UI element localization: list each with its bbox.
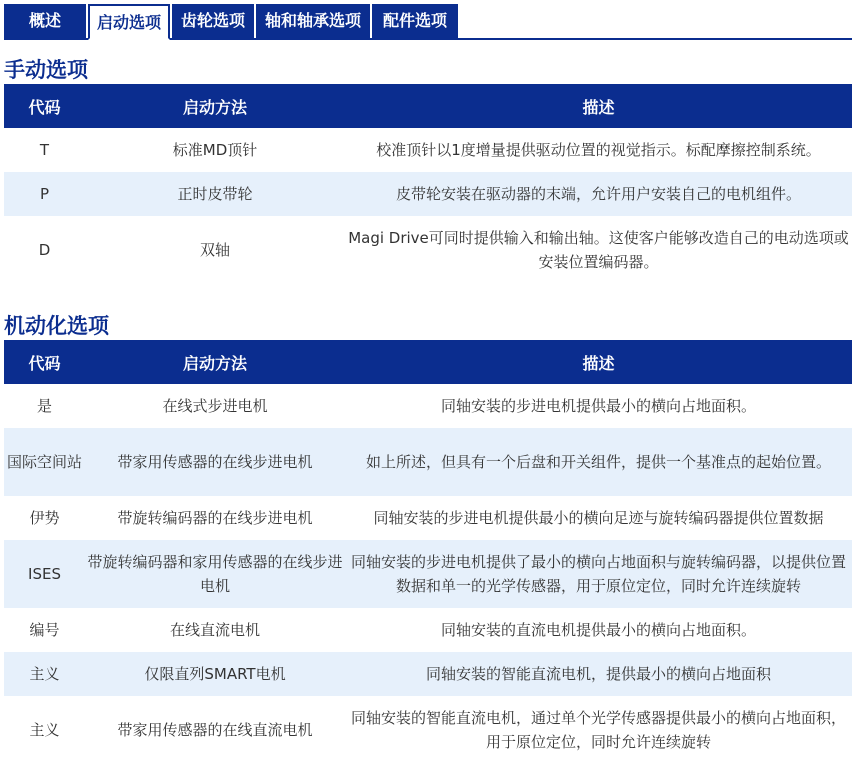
cell-code: 主义 — [4, 652, 85, 696]
column-header-description: 描述 — [345, 84, 852, 128]
cell-description: 同轴安装的智能直流电机，通过单个光学传感器提供最小的横向占地面积，用于原位定位，同时允许连续旋转 — [350, 709, 846, 751]
cell-method: 带旋转编码器和家用传感器的在线步进电机 — [85, 540, 345, 608]
cell-description: 如上所述，但具有一个后盘和开关组件，提供一个基准点的起始位置。 — [345, 428, 852, 496]
table-row — [4, 540, 852, 608]
cell-description: 同轴安装的直流电机提供最小的横向占地面积。 — [440, 621, 756, 639]
table-row — [4, 384, 852, 428]
tab-gear-options[interactable]: 齿轮选项 — [172, 4, 254, 38]
cell-description: 同轴安装的步进电机提供最小的横向足迹与旋转编码器提供位置数据 — [373, 509, 824, 527]
tab-shaft-bearing-options[interactable]: 轴和轴承选项 — [256, 4, 370, 38]
tab-overview[interactable]: 概述 — [4, 4, 86, 38]
cell-method: 带家用传感器的在线步进电机 — [85, 428, 345, 496]
manual-options-table — [4, 84, 852, 284]
cell-code: D — [38, 241, 51, 259]
column-header-method: 启动方法 — [85, 84, 345, 128]
column-header-code: 代码 — [4, 84, 85, 128]
table-row — [4, 652, 852, 696]
cell-code: 是 — [36, 397, 52, 415]
tab-bar — [4, 4, 852, 40]
cell-method: 双轴 — [199, 241, 230, 259]
column-header-description: 描述 — [345, 340, 852, 384]
cell-code: 编号 — [29, 621, 60, 639]
table-row — [4, 172, 852, 216]
cell-description: 同轴安装的步进电机提供了最小的横向占地面积与旋转编码器，以提供位置数据和单一的光学传感器，用于原位定位，同时允许连续旋转 — [345, 540, 852, 608]
section-title-manual: 手动选项 — [4, 58, 88, 82]
cell-code: P — [4, 172, 85, 216]
cell-method: 正时皮带轮 — [85, 172, 345, 216]
cell-method: 在线式步进电机 — [162, 397, 268, 415]
cell-code: ISES — [4, 540, 85, 608]
table-row — [4, 496, 852, 540]
table-row — [4, 696, 852, 764]
column-header-code: 代码 — [4, 340, 85, 384]
section-title-motorized: 机动化选项 — [4, 314, 109, 338]
table-header-row — [4, 84, 852, 128]
cell-code: 主义 — [29, 721, 60, 739]
table-row — [4, 428, 852, 496]
cell-method: 带家用传感器的在线直流电机 — [117, 721, 313, 739]
motorized-options-table — [4, 340, 852, 764]
cell-description: 皮带轮安装在驱动器的末端，允许用户安装自己的电机组件。 — [345, 172, 852, 216]
cell-method: 在线直流电机 — [169, 621, 260, 639]
cell-method: 标准MD顶针 — [172, 141, 258, 159]
table-row — [4, 608, 852, 652]
tab-startup-options[interactable]: 启动选项 — [88, 4, 170, 40]
table-header-row — [4, 340, 852, 384]
cell-description: 校准顶针以1度增量提供驱动位置的视觉指示。标配摩擦控制系统。 — [376, 141, 821, 159]
tab-accessory-options[interactable]: 配件选项 — [372, 4, 458, 38]
cell-description: 同轴安装的智能直流电机，提供最小的横向占地面积 — [345, 652, 852, 696]
column-header-method: 启动方法 — [85, 340, 345, 384]
cell-code: T — [39, 141, 50, 159]
cell-code: 国际空间站 — [4, 428, 85, 496]
table-row — [4, 216, 852, 284]
cell-description: Magi Drive可同时提供输入和输出轴。这使客户能够改造自己的电动选项或安装位置编码器。 — [348, 229, 849, 271]
cell-method: 仅限直列SMART电机 — [85, 652, 345, 696]
cell-code: 伊势 — [29, 509, 60, 527]
cell-description: 同轴安装的步进电机提供最小的横向占地面积。 — [440, 397, 756, 415]
cell-method: 带旋转编码器的在线步进电机 — [117, 509, 313, 527]
table-row — [4, 128, 852, 172]
